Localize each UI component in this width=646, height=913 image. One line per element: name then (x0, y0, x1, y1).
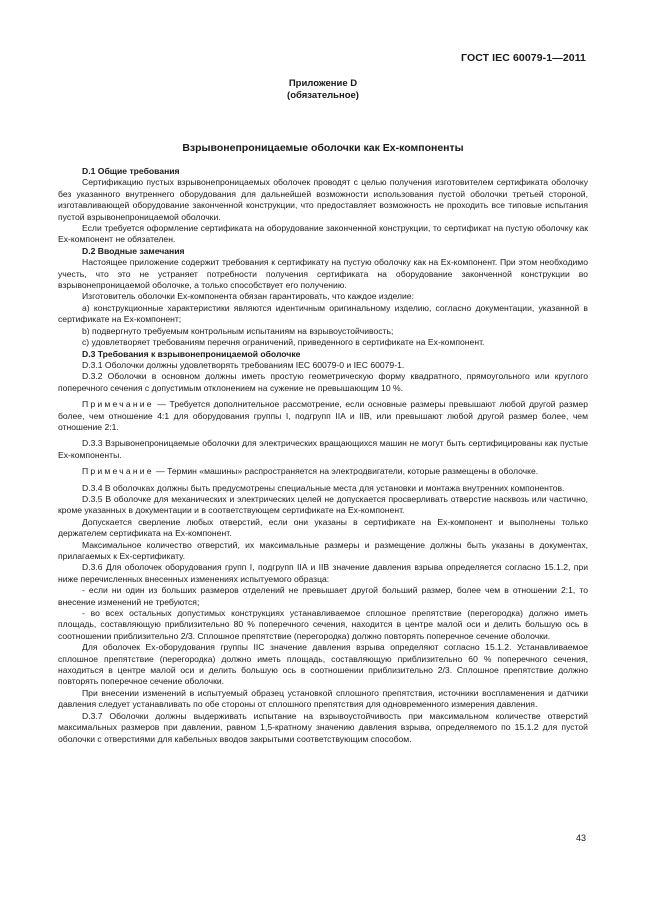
note (58, 399, 588, 433)
paragraph: Изготовитель оболочки Ех-компонента обязан гарантировать, что каждое изделие: (82, 291, 414, 302)
standard-header: ГОСТ IEC 60079-1—2011 (461, 52, 586, 64)
note (58, 466, 588, 477)
list-item-c: с) удовлетворяет требованиям перечня ограничений, приведенного в сертификате на Ех-компонент. (82, 337, 485, 348)
paragraph: - во всех остальных допустимых конструкциях устанавливаемое сплошное препятствие (перегородка) должно иметь площадь, составляющую приблизительно 80 % поперечного сечения, находится в центре малой оси и делить большую ось в соотношении приблизительно 2/3. Сплошное препятствие (перегородка) должно повторять поперечное сечение оболочки. (58, 608, 588, 641)
paragraph: D.3.1 Оболочки должны удовлетворять требованиям IEC 60079-0 и IEC 60079-1. (82, 359, 405, 370)
paragraph: Сертификацию пустых взрывонепроницаемых оболочек проводят с целью получения изготовителем сертификата оболочку без указанного внутреннего оборудования для дальнейшей возможности использования пустой оболочки третьей стороной, изготавливающей оборудование законченной конструкции, что предоставляет возможность не проходить все типовые испытания пустой взрывонепроницаемой оболочки. (58, 177, 588, 222)
note-text: — Требуется дополнительное рассмотрение, если основные размеры превышают любой другой размер более, чем отношение 4:1 для оборудования группы I, подгрупп IIA и IIB, или превышают любой другой размер более, чем отношение 2:1. (58, 399, 588, 432)
note-text: — Термин «машины» распространяется на электродвигатели, которые размещены в оболочке. (153, 466, 539, 477)
list-item-b: b) подвергнуто требуемым контрольным испытаниям на взрывоустойчивость; (82, 325, 394, 336)
paragraph: Для оболочек Ех-оборудования группы IIC значение давления взрыва определяют согласно 15.1.2. Устанавливаемое сплошное препятствие (перегородка) должно иметь площадь, составляющую приблизительно 60 % поперечного сечения, находиться в центре малой оси и делить большую ось в соотношении приблизительно 2/3. Сплошное препятствие должно повторять поперечное сечение оболочки. (58, 642, 588, 687)
paragraph: При внесении изменений в испытуемый образец установкой сплошного препятствия, источники воспламенения и датчики давления следует устанавливать по обе стороны от сплошного препятствия для одновременного измерения давления. (58, 687, 588, 710)
paragraph: D.3.5 В оболочке для механических и электрических целей не допускается просверливать отверстие насквозь или частично, кроме указанных в документации и в соответствующем сертификате на Ех-компонент. (58, 493, 588, 516)
appendix-title: Приложение D (288, 78, 358, 89)
paragraph: Если требуется оформление сертификата на оборудование законченной конструкции, то сертификат на пустую оболочку как Ех-компонент не обязателен. (58, 223, 588, 245)
paragraph: D.3.7 Оболочки должны выдерживать испытание на взрывоустойчивость при максимальном количестве отверстий максимальных размеров при давлении, равном 1,5-кратному значению давления взрыва, определяемого по 15.1.2 для пустой оболочки с отверстиями для кабельных вводов закрытыми соответствующим способом. (58, 710, 588, 744)
paragraph: Настоящее приложение содержит требования к сертификату на пустую оболочку как на Ех-компонент. При этом необходимо учесть, что это не устраняет потребности получения сертификата на оборудование законченной конструкции во взрывонепроницаемой оболочке, а только способствует его получению. (58, 257, 588, 291)
heading-d2: D.2 Вводные замечания (82, 245, 185, 256)
paragraph: D.3.2 Оболочки в основном должны иметь простую геометрическую форму квадратного, прямоугольного или круглого поперечного сечения с допустимым отклонением на сужение не превышающим 10 %. (58, 371, 588, 393)
appendix-status: (обязательное) (287, 90, 359, 101)
page-number: 43 (575, 833, 586, 843)
section-title: Взрывонепроницаемые оболочки как Ех-компоненты (182, 142, 464, 154)
paragraph: D.3.6 Для оболочек оборудования групп I, подгрупп IIA и IIB значение давления взрыва определяется согласно 15.1.2, при ниже перечисленных внесенных изменениях испытуемого образца: (58, 562, 588, 584)
paragraph: Допускается сверление любых отверстий, если они указаны в сертификате на Ех-компонент и выполнены только держателем сертификата на Ех-компонент. (58, 516, 588, 539)
document-body (58, 166, 588, 745)
paragraph: D.3.3 Взрывонепроницаемые оболочки для электрических вращающихся машин не могут быть сертифицированы как пустые Ех-компоненты. (58, 438, 588, 460)
paragraph: Максимальное количество отверстий, их максимальные размеры и размещение должны быть указаны в документах, прилагаемых к Ех-сертификату. (58, 539, 588, 561)
note-label: Примечание (82, 399, 154, 410)
paragraph: - если ни один из больших размеров отделений не превышает другой больший размер, более чем в отношении 2:1, то внесение изменений не требуются; (58, 585, 588, 607)
list-item-a: а) конструкционные характеристики являются идентичным оригинальному изделию, согласно документации, указанной в сертификате на Ех-компонент; (58, 302, 588, 325)
note-label: Примечание (82, 466, 154, 477)
heading-d1: D.1 Общие требования (82, 166, 180, 176)
paragraph: D.3.4 В оболочках должны быть предусмотрены специальные места для установки и монтажа внутренних компонентов. (82, 482, 565, 493)
heading-d3: D.3 Требования к взрывонепроницаемой оболочке (82, 348, 301, 359)
